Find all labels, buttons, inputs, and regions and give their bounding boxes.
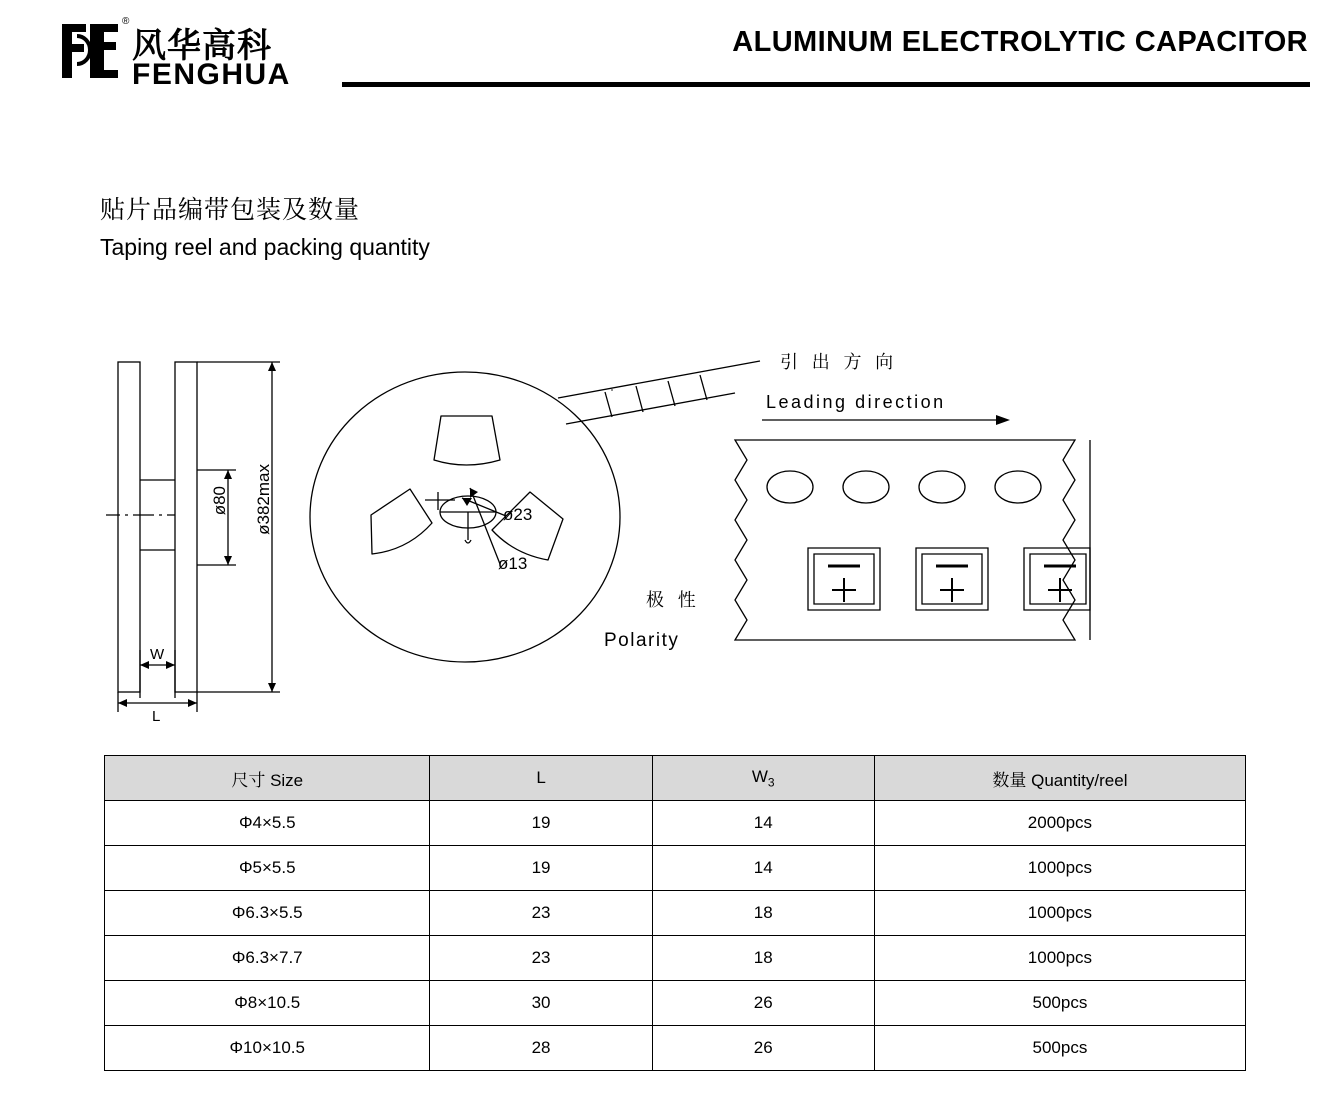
drawing-canvas (0, 320, 1330, 740)
packing-quantity-table (104, 755, 1246, 1071)
cell-size: Φ8×10.5 (105, 981, 430, 1026)
page-header (0, 0, 1330, 110)
cell-l: 23 (430, 891, 652, 936)
cell-quantity: 500pcs (874, 981, 1245, 1026)
page-title: ALUMINUM ELECTROLYTIC CAPACITOR (732, 26, 1308, 58)
label-dia-80: ø80 (210, 486, 229, 516)
taping-reel-drawing (0, 320, 1330, 740)
cell-quantity: 1000pcs (874, 936, 1245, 981)
column-header-l: L (430, 756, 652, 801)
table-row (105, 981, 1246, 1026)
cell-w3: 18 (652, 936, 874, 981)
cell-size: Φ4×5.5 (105, 801, 430, 846)
cell-quantity: 2000pcs (874, 801, 1245, 846)
column-header-size (105, 756, 430, 801)
cell-l: 30 (430, 981, 652, 1026)
label-polarity-en: Polarity (604, 630, 680, 651)
cell-size: Φ6.3×5.5 (105, 891, 430, 936)
cell-l: 19 (430, 846, 652, 891)
table-row (105, 891, 1246, 936)
cell-w3: 26 (652, 1026, 874, 1071)
section-title-cn: 贴片品编带包装及数量 (100, 195, 361, 224)
cell-l: 28 (430, 1026, 652, 1071)
column-header-quantity-cn: 数量 (992, 770, 1027, 791)
column-header-quantity (874, 756, 1245, 801)
cell-quantity: 1000pcs (874, 891, 1245, 936)
section-title-en: Taping reel and packing quantity (100, 234, 430, 260)
cell-size: Φ10×10.5 (105, 1026, 430, 1071)
cell-size: Φ5×5.5 (105, 846, 430, 891)
label-leading-direction-cn: 引 出 方 向 (780, 352, 898, 373)
cell-l: 19 (430, 801, 652, 846)
column-header-size-en: Size (270, 770, 304, 790)
label-polarity-cn: 极 性 (646, 590, 700, 611)
brand-name-en: FENGHUA (132, 58, 291, 91)
label-l: L (152, 708, 161, 725)
column-header-w3-base: W (751, 766, 768, 786)
column-header-w3-sub: 3 (767, 775, 775, 790)
table-row (105, 936, 1246, 981)
registered-mark: ® (122, 16, 130, 27)
brand-logo (60, 18, 350, 94)
fenghua-logo-icon (60, 20, 122, 82)
table-body (105, 801, 1246, 1071)
brand-name-cn: 风华高科 (132, 26, 272, 66)
column-header-size-cn: 尺寸 (231, 770, 266, 791)
label-dia-382max: ø382max (254, 464, 273, 535)
cell-l: 23 (430, 936, 652, 981)
table-row (105, 846, 1246, 891)
header-divider (342, 82, 1310, 87)
label-dia-23: ø23 (503, 505, 533, 524)
column-header-quantity-en: Quantity/reel (1031, 770, 1128, 790)
cell-quantity: 500pcs (874, 1026, 1245, 1071)
table-header-row (105, 756, 1246, 801)
cell-size: Φ6.3×7.7 (105, 936, 430, 981)
label-leading-direction-en: Leading direction (766, 392, 946, 412)
label-dia-13: ø13 (498, 554, 528, 573)
cell-w3: 18 (652, 891, 874, 936)
label-w: W (150, 646, 165, 663)
cell-w3: 14 (652, 846, 874, 891)
column-header-w3 (652, 756, 874, 801)
table-row (105, 801, 1246, 846)
cell-w3: 14 (652, 801, 874, 846)
cell-w3: 26 (652, 981, 874, 1026)
table-row (105, 1026, 1246, 1071)
cell-quantity: 1000pcs (874, 846, 1245, 891)
